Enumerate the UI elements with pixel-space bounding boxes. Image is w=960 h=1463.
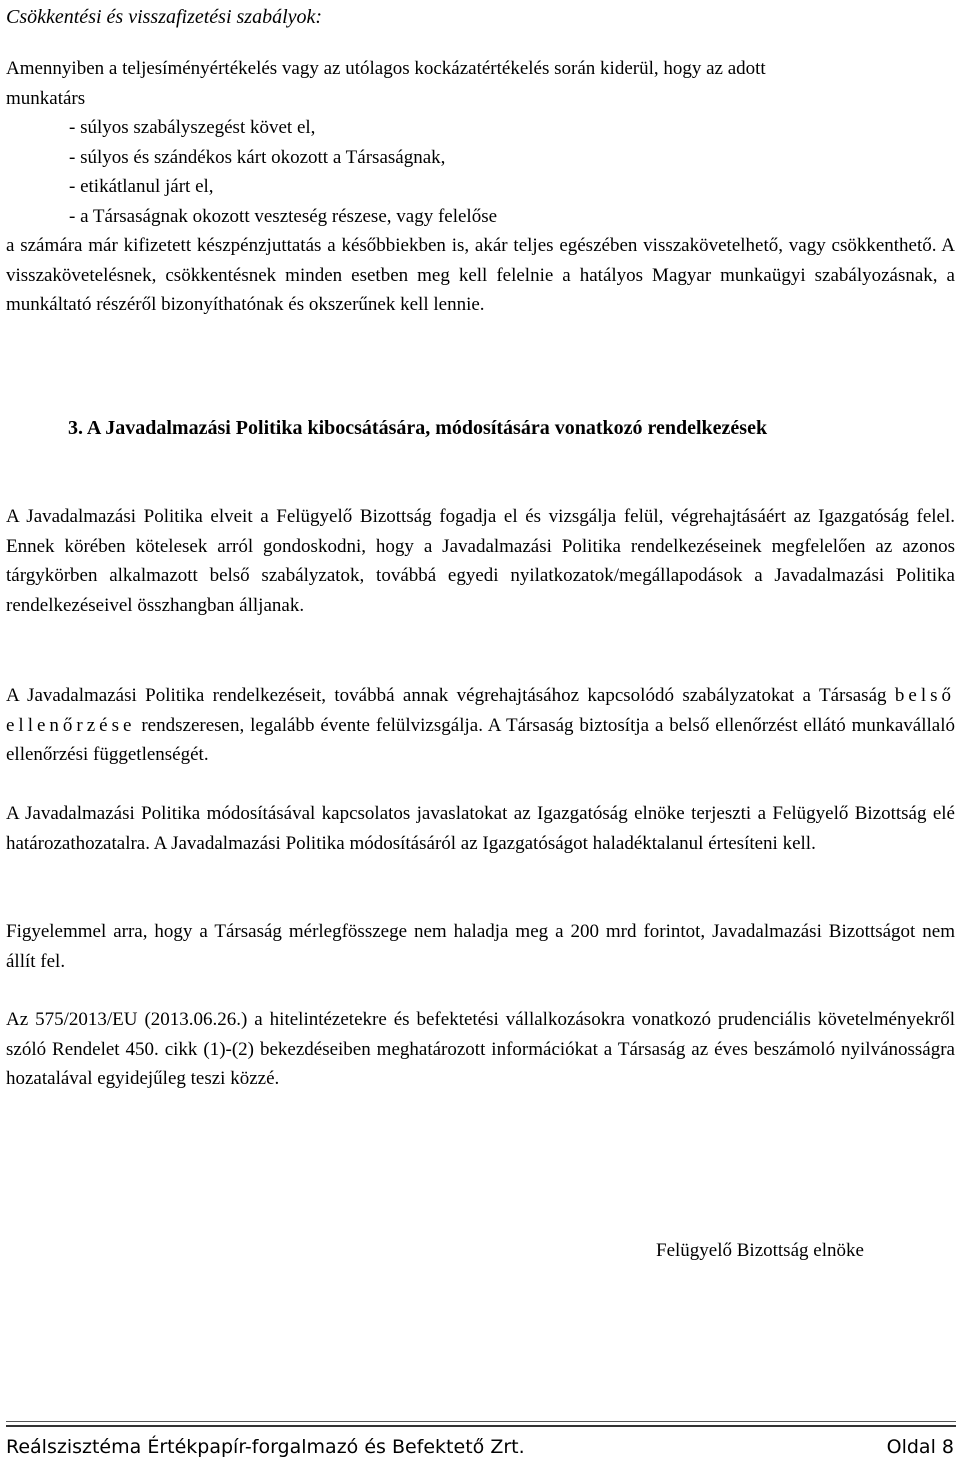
section-title: 3. A Javadalmazási Politika kibocsátására, módosítására vonatkozó rendelkezések <box>68 417 768 439</box>
paragraph-2-spaced: belső ellenőrzése <box>6 685 955 736</box>
policy-paragraph-5: Az 575/2013/EU (2013.06.26.) a hitelintézetekre és befektetési vállalkozásokra vonatkozó prudenciális követelményekről szóló Rendelet 450. cikk (1)-(2) bekezdéseiben meghatározott információkat a Társaság az éves beszámoló nyilvánosságra hozatalával egyidejűleg teszi közzé. <box>6 1009 955 1090</box>
footer-divider-thick <box>6 1425 956 1427</box>
footer-page-number: Oldal 8 <box>886 1436 954 1458</box>
intro-line-1: Amennyiben a teljesíményértékelés vagy az utólagos kockázatértékelés során kiderül, hogy az adott <box>6 58 766 79</box>
intro-paragraph <box>6 54 955 113</box>
intro-line-2: munkatárs <box>6 87 86 109</box>
paragraph-2-before: A Javadalmazási Politika rendelkezéseit, továbbá annak végrehajtásához kapcsolódó szabályzatokat a Társaság <box>6 685 887 706</box>
clawback-paragraph: a számára már kifizetett készpénzjuttatás a későbbiekben is, akár teljes egészében visszakövetelhető, vagy csökkenthető. A visszakövetelésnek, csökkentésnek minden esetben meg kell felelnie a hatályos Magyar munkaügyi szabályozásnak, a munkáltató részéről bizonyíthatónak és okszerűnek kell lennie. <box>6 235 955 316</box>
policy-paragraph-4: Figyelemmel arra, hogy a Társaság mérlegfösszege nem haladja meg a 200 mrd forintot, Javadalmazási Bizottságot nem állít fel. <box>6 921 955 972</box>
list-item: - etikátlanul járt el, <box>69 176 214 198</box>
policy-paragraph-3: A Javadalmazási Politika módosításával kapcsolatos javaslatokat az Igazgatóság elnöke terjeszti a Felügyelő Bizottság elé határozathozatalra. A Javadalmazási Politika módosításáról az Igazgatóságot haladéktalanul értesíteni kell. <box>6 803 955 854</box>
list-item: - a Társaságnak okozott veszteség részese, vagy felelőse <box>69 205 498 227</box>
paragraph-2-after: rendszeresen, legalább évente felülvizsgálja. A Társaság biztosítja a belső ellenőrzést ellátó munkavállaló ellenőrzési függetlenségét. <box>6 714 956 766</box>
violation-list <box>69 113 497 231</box>
policy-paragraph-1: A Javadalmazási Politika elveit a Felügyelő Bizottság fogadja el és vizsgálja felül, végrehajtásáért az Igazgatóság felel. Ennek körében kötelesek arról gondoskodni, hogy a Javadalmazási Politika rendelkezéseinek megfelelően az azonos tárgykörben alkalmazott belső szabályzatok, továbbá egyedi nyilatkozatok/megállapodások a Javadalmazási Politika rendelkezéseivel összhangban álljanak. <box>6 506 955 616</box>
policy-paragraph-2 <box>6 681 955 770</box>
list-item: - súlyos és szándékos kárt okozott a Társaságnak, <box>69 146 446 168</box>
signature-line: Felügyelő Bizottság elnöke <box>656 1240 864 1261</box>
footer-company: Reálszisztéma Értékpapír-forgalmazó és Befektető Zrt. <box>6 1436 525 1458</box>
list-item: - súlyos szabályszegést követ el, <box>69 117 316 138</box>
section-heading-italic: Csökkentési és visszafizetési szabályok: <box>6 6 323 28</box>
footer-divider <box>6 1421 956 1422</box>
